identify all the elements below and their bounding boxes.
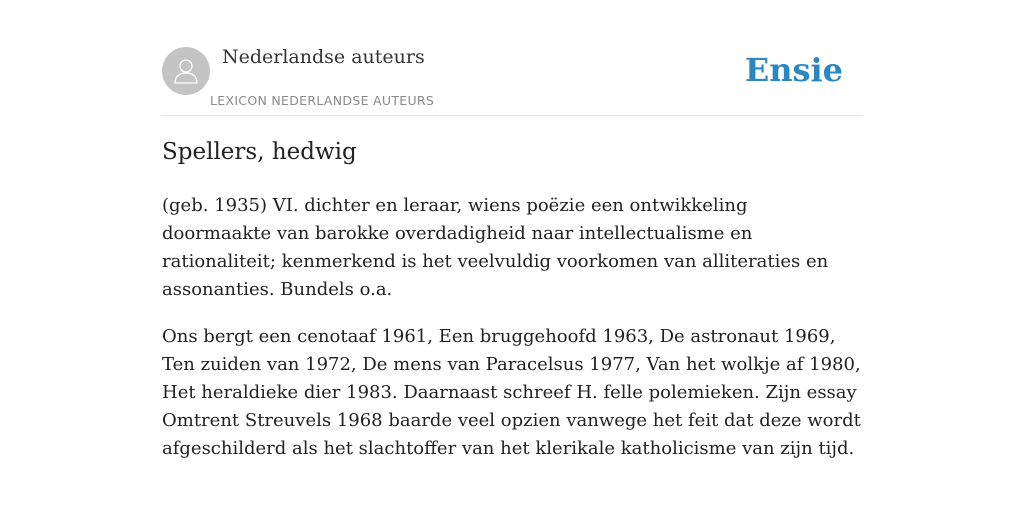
user-outline-icon xyxy=(171,56,201,86)
article-body xyxy=(162,192,862,482)
article-paragraph: (geb. 1935) VI. dichter en leraar, wiens poëzie een ontwikkeling doormaakte van barokke overdadigheid naar intellectualisme en rationaliteit; kenmerkend is het veelvuldig voorkomen van alliteraties en assonanties. Bundels o.a. xyxy=(162,195,829,300)
brand-logo[interactable]: Ensie xyxy=(744,51,843,89)
header xyxy=(162,46,862,116)
article-title: Spellers, hedwig xyxy=(162,139,357,165)
user-avatar-icon[interactable] xyxy=(162,47,210,95)
article-paragraph: Ons bergt een cenotaaf 1961, Een bruggehoofd 1963, De astronaut 1969, Ten zuiden van 1972, De mens van Paracelsus 1977, Van het wolkje af 1980, Het heraldieke dier 1983. Daarnaast schreef H. felle polemieken. Zijn essay Omtrent Streuvels 1968 baarde veel opzien vanwege het feit dat deze wordt afgeschilderd als het slachtoffer van het klerikale katholicisme van zijn tijd. xyxy=(162,326,861,459)
author-subtitle[interactable]: LEXICON NEDERLANDSE AUTEURS xyxy=(210,93,435,108)
author-name[interactable]: Nederlandse auteurs xyxy=(222,46,425,68)
